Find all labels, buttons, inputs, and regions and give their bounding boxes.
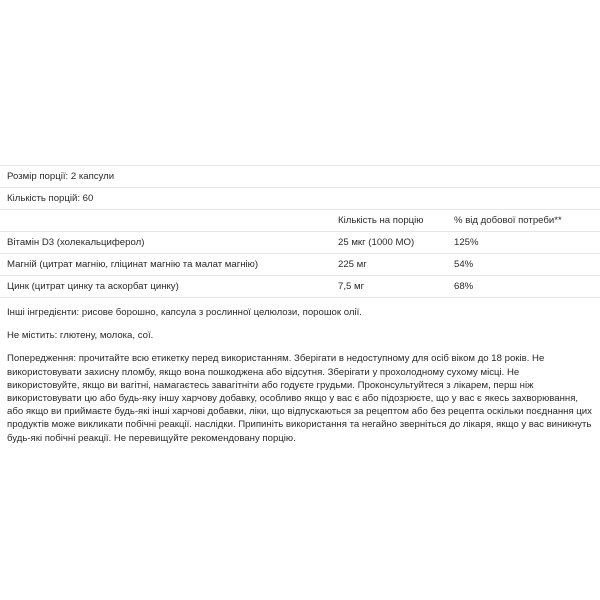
warning bbox=[0, 352, 600, 444]
header-amount: Кількість на порцію bbox=[338, 215, 424, 226]
warning-text: Попередження: прочитайте всю етикетку перед використанням. Зберігати в недоступному для осіб віком до 18 років. Не використовувати захисну пломбу, якщо вона пошкоджена або відсутня. Зберігати у прохолодному сухому місці. Не використовуйте, якщо ви вагітні, намагаєтесь завагітніти або годуєте грудьми. Проконсультуйтеся з лікарем, перш ніж використовувати цю або будь-яку іншу харчову добавку, особливо якщо у вас є або підозрюєте, що у вас є якесь захворювання, або якщо ви приймаєте будь-які інші харчові добавки, ліки, що відпускаються за рецептом або без рецепта оскільки поєднання цих продуктів може викликати побічні реакції. наслідки. Припиніть використання та негайно зверніться до лікаря, якщо у вас виникнуть будь-які побічні реакції. Не перевищуйте рекомендовану порцію. bbox=[7, 353, 592, 444]
other-ingredients-text: Інші інгредієнти: рисове борошно, капсула з рослинної целюлози, порошок олії. bbox=[7, 307, 362, 318]
nutrient-amount: 225 мг bbox=[338, 259, 367, 270]
nutrient-daily-value: 68% bbox=[454, 281, 474, 292]
nutrient-amount: 7,5 мг bbox=[338, 281, 365, 292]
header-daily-value: % від добової потреби** bbox=[454, 215, 562, 226]
servings-count: Кількість порцій: 60 bbox=[7, 193, 94, 204]
nutrient-name: Магній (цитрат магнію, гліцинат магнію та малат магнію) bbox=[7, 259, 259, 270]
free-from bbox=[0, 329, 600, 342]
other-ingredients bbox=[0, 306, 600, 319]
serving-size: Розмір порції: 2 капсули bbox=[7, 171, 115, 182]
nutrient-name: Вітамін D3 (холекальциферол) bbox=[7, 237, 145, 248]
nutrient-daily-value: 54% bbox=[454, 259, 474, 270]
nutrient-daily-value: 125% bbox=[454, 237, 479, 248]
table-row bbox=[0, 232, 600, 253]
table-row bbox=[0, 254, 600, 275]
nutrient-amount: 25 мкг (1000 МО) bbox=[338, 237, 415, 248]
serving-size-row bbox=[0, 166, 600, 187]
free-from-text: Не містить: глютену, молока, сої. bbox=[7, 330, 154, 342]
nutrient-name: Цинк (цитрат цинку та аскорбат цинку) bbox=[7, 281, 179, 292]
table-row bbox=[0, 276, 600, 297]
supplement-facts-panel bbox=[0, 165, 600, 445]
table-header-row bbox=[0, 210, 600, 231]
servings-count-row bbox=[0, 188, 600, 209]
